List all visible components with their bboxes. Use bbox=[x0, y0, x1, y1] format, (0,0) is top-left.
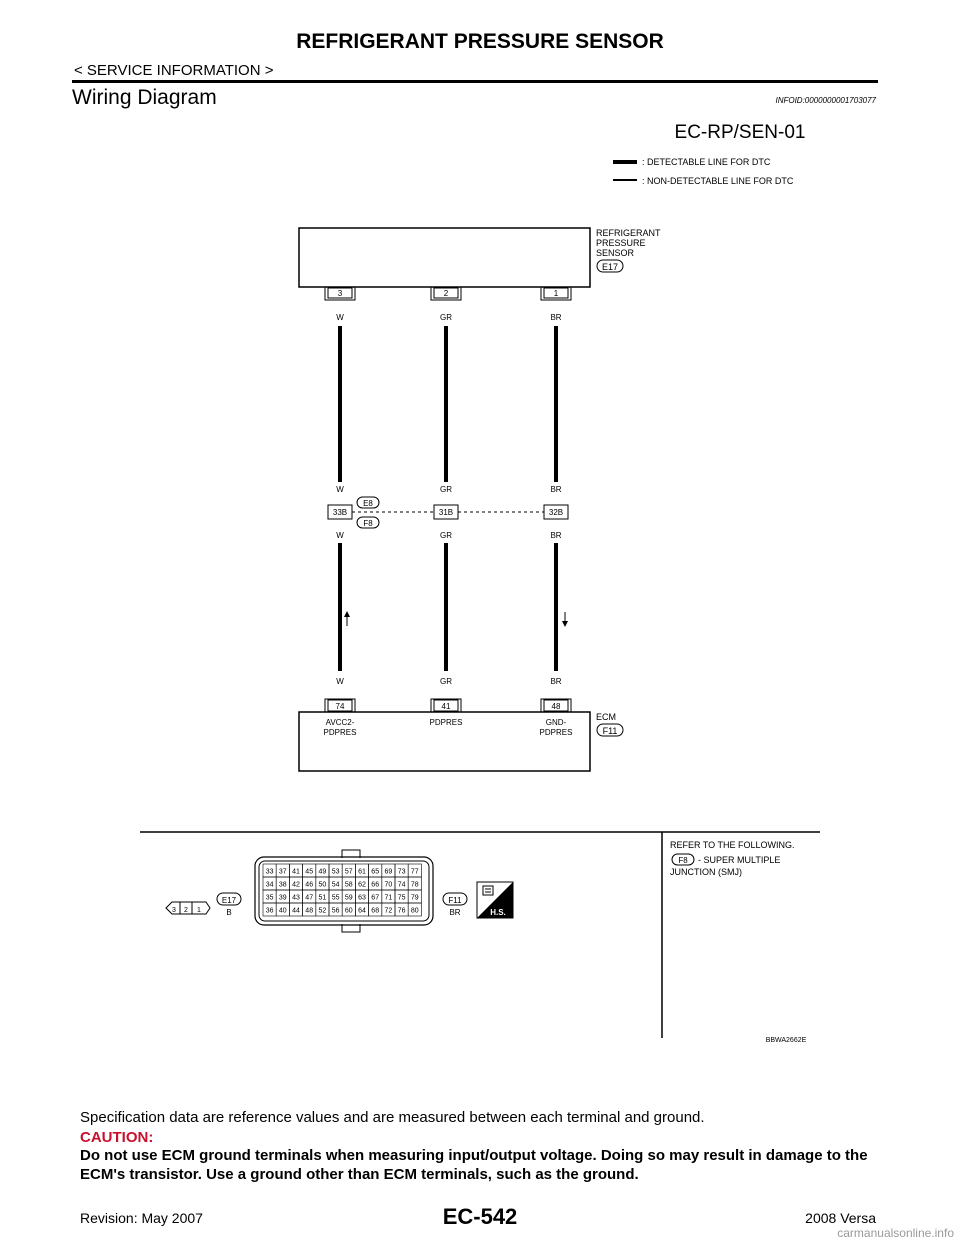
wire-2-upper bbox=[444, 326, 448, 482]
ecm-pin-number: 33 bbox=[265, 868, 274, 876]
ecm-pin-number: 48 bbox=[305, 907, 314, 915]
sensor-box bbox=[299, 228, 590, 287]
refer-item-text-2: JUNCTION (SMJ) bbox=[670, 867, 742, 877]
wire-1-upper bbox=[338, 326, 342, 482]
page-title: REFRIGERANT PRESSURE SENSOR bbox=[296, 30, 664, 53]
ecm-pin-41 bbox=[431, 699, 461, 712]
ecm-terminal-48-name-1: GND- bbox=[545, 718, 567, 727]
svg-text:H.S.: H.S. bbox=[490, 908, 506, 917]
ecm-pin-number: 66 bbox=[371, 881, 380, 889]
info-id: INFOID:0000000001703077 bbox=[775, 96, 876, 105]
sensor-name-line2: PRESSURE bbox=[596, 238, 646, 248]
svg-text:1: 1 bbox=[197, 907, 201, 914]
ecm-pin-number: 58 bbox=[344, 881, 353, 889]
svg-text:3: 3 bbox=[337, 289, 343, 298]
ecm-pin-number: 63 bbox=[358, 894, 366, 902]
junction-pin-32b bbox=[544, 505, 568, 519]
ecm-pin-number: 34 bbox=[265, 881, 274, 889]
ecm-name: ECM bbox=[596, 712, 616, 722]
ecm-terminal-48-name-2: PDPRES bbox=[539, 728, 573, 737]
svg-text:74: 74 bbox=[335, 702, 345, 711]
ecm-terminal-41-name: PDPRES bbox=[429, 718, 463, 727]
sensor-terminal-3 bbox=[325, 287, 355, 300]
hs-harness-side-icon bbox=[477, 882, 513, 918]
refer-title: REFER TO THE FOLLOWING. bbox=[670, 840, 795, 850]
ecm-pin-number: 35 bbox=[265, 894, 274, 902]
svg-text:32B: 32B bbox=[548, 508, 564, 517]
junction-pin-31b bbox=[434, 505, 458, 519]
wire-3-lower bbox=[554, 543, 558, 671]
ecm-pin-number: 61 bbox=[358, 868, 366, 876]
sensor-name-line1: REFRIGERANT bbox=[596, 228, 661, 238]
ecm-pin-number: 51 bbox=[318, 894, 327, 902]
ecm-pin-number: 69 bbox=[384, 868, 393, 876]
footer-page-number: EC-542 bbox=[442, 1204, 518, 1229]
connector-view-e17-color: B bbox=[226, 908, 232, 917]
wire-1-color-top: W bbox=[336, 313, 344, 322]
ecm-pin-number: 56 bbox=[331, 907, 340, 915]
watermark[interactable]: carmanualsonline.info bbox=[837, 1226, 954, 1240]
ecm-pin-number: 70 bbox=[384, 881, 393, 889]
junction-connector-e8-label: E8 bbox=[363, 499, 373, 508]
svg-text:33B: 33B bbox=[332, 508, 348, 517]
ecm-pin-number: 36 bbox=[265, 907, 274, 915]
ecm-pin-number: 46 bbox=[305, 881, 314, 889]
svg-text:1: 1 bbox=[553, 289, 559, 298]
figure-id: BBWA2662E bbox=[765, 1037, 807, 1044]
ecm-pin-number: 67 bbox=[371, 894, 380, 902]
caution-label: CAUTION: bbox=[80, 1129, 154, 1146]
ecm-pin-number: 68 bbox=[371, 907, 380, 915]
svg-text:41: 41 bbox=[441, 702, 451, 711]
ecm-pin-number: 52 bbox=[318, 907, 327, 915]
ecm-pin-number: 40 bbox=[278, 907, 287, 915]
svg-text:48: 48 bbox=[551, 702, 561, 711]
refer-item-text: - SUPER MULTIPLE bbox=[698, 855, 781, 865]
ecm-pin-number: 50 bbox=[318, 881, 327, 889]
connector-view-e17 bbox=[166, 902, 210, 914]
section-title: Wiring Diagram bbox=[72, 86, 217, 109]
ecm-pin-number: 73 bbox=[397, 868, 406, 876]
arrow-down-icon bbox=[562, 612, 568, 627]
ecm-connector-label: F11 bbox=[602, 726, 618, 736]
spec-note: Specification data are reference values and are measured between each terminal and ground. bbox=[80, 1109, 705, 1126]
ecm-pin-number: 62 bbox=[358, 881, 366, 889]
ecm-pin-48 bbox=[541, 699, 571, 712]
sensor-terminal-1 bbox=[541, 287, 571, 300]
wire-3-ecm-upper: BR bbox=[550, 677, 562, 686]
ecm-pin-number: 37 bbox=[278, 868, 287, 876]
ecm-pin-number: 78 bbox=[410, 881, 419, 889]
ecm-pin-number: 80 bbox=[410, 907, 419, 915]
wire-3-color-top: BR bbox=[550, 313, 562, 322]
svg-text:31B: 31B bbox=[438, 508, 454, 517]
ecm-pin-number: 43 bbox=[292, 894, 300, 902]
ecm-pin-number: 71 bbox=[384, 894, 393, 902]
ecm-pin-number: 79 bbox=[410, 894, 419, 902]
footer-revision: Revision: May 2007 bbox=[80, 1210, 203, 1226]
ecm-pin-number: 60 bbox=[344, 907, 353, 915]
connector-view-e17-label: E17 bbox=[221, 896, 237, 905]
wire-3-junction-upper: BR bbox=[550, 485, 562, 494]
junction-pin-33b bbox=[328, 505, 352, 519]
arrow-up-icon bbox=[344, 611, 350, 626]
ecm-pin-number: 64 bbox=[358, 907, 366, 915]
ecm-pin-number: 72 bbox=[384, 907, 393, 915]
ecm-pin-number: 38 bbox=[278, 881, 287, 889]
sensor-terminal-2 bbox=[431, 287, 461, 300]
wire-3-junction-lower: BR bbox=[550, 531, 562, 540]
footer-model: 2008 Versa bbox=[805, 1210, 876, 1226]
ecm-pin-number: 44 bbox=[292, 907, 300, 915]
ecm-pin-number: 74 bbox=[397, 881, 406, 889]
svg-text:2: 2 bbox=[184, 907, 188, 914]
svg-text:2: 2 bbox=[443, 289, 449, 298]
ecm-pin-number: 75 bbox=[397, 894, 406, 902]
legend-thin-line bbox=[613, 179, 637, 181]
wire-2-ecm-upper: GR bbox=[440, 677, 452, 686]
ecm-pin-number: 42 bbox=[292, 881, 300, 889]
junction-connector-f8-label: F8 bbox=[363, 519, 373, 528]
wire-1-junction-lower: W bbox=[336, 531, 344, 540]
sensor-name-line3: SENSOR bbox=[596, 248, 635, 258]
legend-thick-text: : DETECTABLE LINE FOR DTC bbox=[642, 157, 771, 167]
ecm-pin-number: 65 bbox=[371, 868, 380, 876]
caution-text: Do not use ECM ground terminals when measuring input/output voltage. Doing so may result in damage to the ECM's transistor. Use a ground other than ECM terminals, such as the ground. bbox=[80, 1147, 868, 1183]
ecm-pin-number: 55 bbox=[331, 894, 340, 902]
connector-view-f11-color: BR bbox=[449, 908, 461, 917]
wire-2-junction-upper: GR bbox=[440, 485, 452, 494]
ecm-connector-face bbox=[255, 850, 433, 932]
wire-2-lower bbox=[444, 543, 448, 671]
ecm-terminal-74-name-2: PDPRES bbox=[323, 728, 357, 737]
ecm-pin-number: 57 bbox=[344, 868, 353, 876]
wire-1-ecm-upper: W bbox=[336, 677, 344, 686]
diagram-code: EC-RP/SEN-01 bbox=[674, 122, 806, 143]
ecm-pin-number: 59 bbox=[344, 894, 353, 902]
wire-2-junction-lower: GR bbox=[440, 531, 452, 540]
wire-1-junction-upper: W bbox=[336, 485, 344, 494]
ecm-pin-number: 39 bbox=[278, 894, 287, 902]
wire-2-color-top: GR bbox=[440, 313, 452, 322]
ecm-pin-number: 53 bbox=[331, 868, 340, 876]
breadcrumb[interactable]: < SERVICE INFORMATION > bbox=[74, 62, 274, 79]
connector-view-f11-label: F11 bbox=[448, 896, 462, 905]
legend-thin-text: : NON-DETECTABLE LINE FOR DTC bbox=[642, 176, 794, 186]
ecm-pin-number: 54 bbox=[331, 881, 340, 889]
ecm-pin-74 bbox=[325, 699, 355, 712]
refer-connector-label: F8 bbox=[678, 856, 688, 865]
ecm-pin-number: 41 bbox=[292, 868, 300, 876]
ecm-pin-number: 77 bbox=[410, 868, 419, 876]
ecm-pin-number: 49 bbox=[318, 868, 327, 876]
ecm-pin-number: 76 bbox=[397, 907, 406, 915]
legend-thick-line bbox=[613, 160, 637, 164]
ecm-pin-number: 45 bbox=[305, 868, 314, 876]
ecm-pin-number: 47 bbox=[305, 894, 314, 902]
wire-3-upper bbox=[554, 326, 558, 482]
wire-1-lower bbox=[338, 543, 342, 671]
svg-text:3: 3 bbox=[172, 907, 176, 914]
ecm-terminal-74-name-1: AVCC2- bbox=[325, 718, 355, 727]
sensor-connector-label: E17 bbox=[601, 262, 619, 272]
